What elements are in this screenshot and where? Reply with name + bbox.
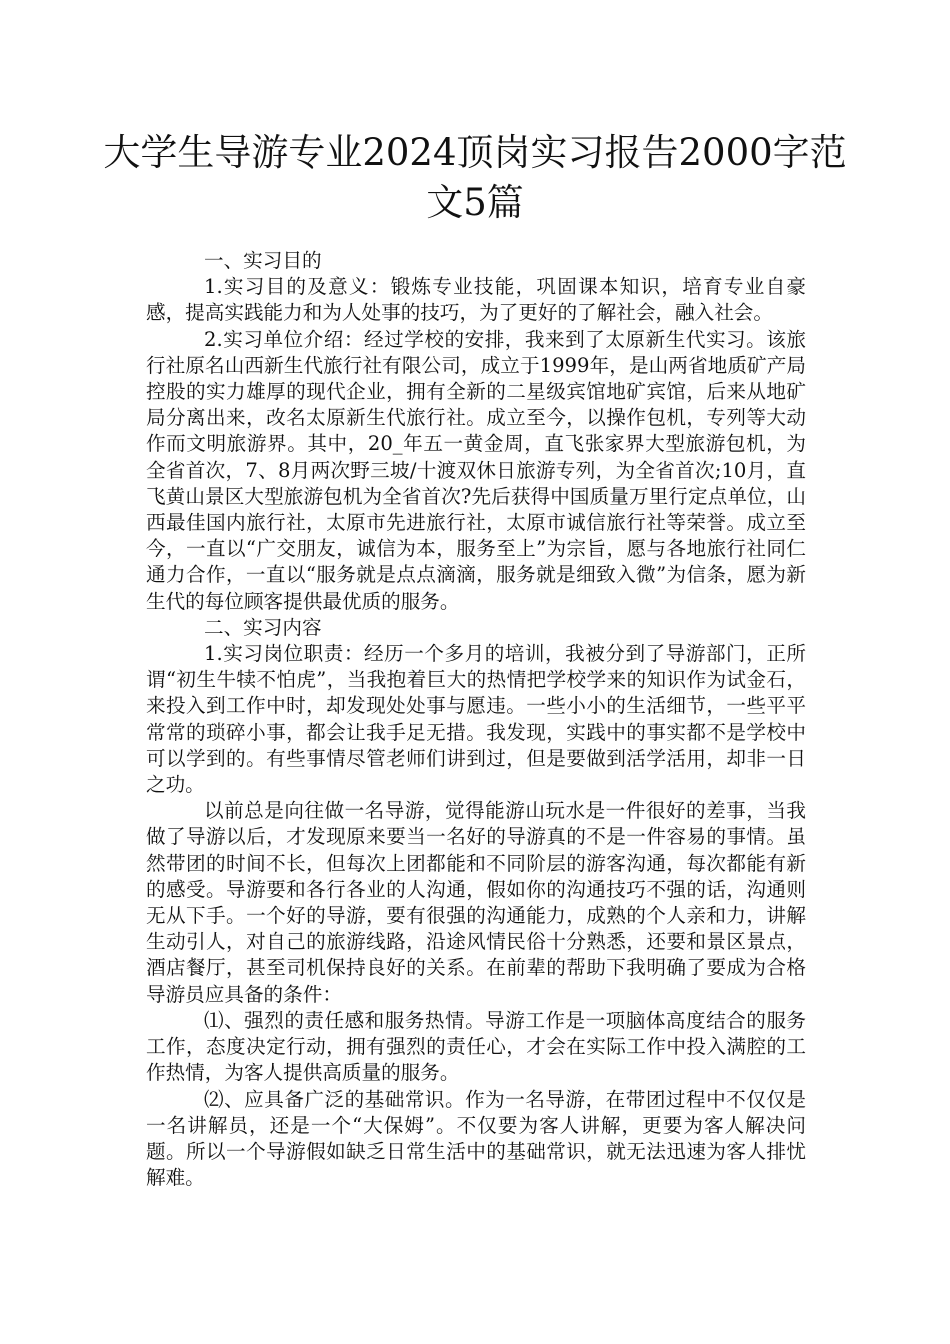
document-body (146, 248, 806, 1191)
document-title: 大学生导游专业2024顶岗实习报告2000字范文5篇 (103, 131, 847, 224)
section-heading: 一、实习目的 (204, 249, 322, 272)
section-heading: 二、实习内容 (204, 615, 322, 639)
paragraph: 1.实习目的及意义：锻炼专业技能，巩固课本知识，培育专业自豪感，提高实践能力和为人处事的技巧，为了更好的了解社会，融入社会。 (146, 275, 806, 325)
paragraph: 1.实习岗位职责：经历一个多月的培训，我被分到了导游部门，正所谓“初生牛犊不怕虎”，当我抱着巨大的热情把学校学来的知识作为试金石，来投入到工作中时，却发现处处事与愿违。一些小小的生活细节，一些平平常常的琐碎小事，都会让我手足无措。我发现，实践中的事实都不是学校中可以学到的。有些事情尽管老师们讲到过，但是要做到活学活用，却非一日之功。 (146, 642, 806, 797)
paragraph: ⑵、应具备广泛的基础常识。作为一名导游，在带团过程中不仅仅是一名讲解员，还是一个“大保姆”。不仅要为客人讲解，更要为客人解决问题。所以一个导游假如缺乏日常生活中的基础常识，就无法迅速为客人排忧解难。 (146, 1087, 806, 1190)
paragraph: 2.实习单位介绍：经过学校的安排，我来到了太原新生代实习。该旅行社原名山西新生代旅行社有限公司，成立于1999年，是山两省地质矿产局控股的实力雄厚的现代企业，拥有全新的二星级宾馆地矿宾馆，后来从地矿局分离出来，改名太原新生代旅行社。成立至今，以操作包机，专列等大动作而文明旅游界。其中，20_年五一黄金周，直飞张家界大型旅游包机，为全省首次，7、8月两次野三坡/十渡双休日旅游专列，为全省首次;10月，直飞黄山景区大型旅游包机为全省首次?先后获得中国质量万里行定点单位，山西最佳国内旅行社，太原市先进旅行社，太原市诚信旅行社等荣誉。成立至今，一直以“广交朋友，诚信为本，服务至上”为宗旨，愿与各地旅行社同仁通力合作，一直以“服务就是点点滴滴，服务就是细致入微”为信条，愿为新生代的每位顾客提供最优质的服务。 (146, 327, 806, 613)
paragraph: 以前总是向往做一名导游，觉得能游山玩水是一件很好的差事，当我做了导游以后，才发现原来要当一名好的导游真的不是一件容易的事情。虽然带团的时间不长，但每次上团都能和不同阶层的游客沟通，每次都能有新的感受。导游要和各行各业的人沟通，假如你的沟通技巧不强的话，沟通则无从下手。一个好的导游，要有很强的沟通能力，成熟的个人亲和力，讲解生动引人，对自己的旅游线路，沿途风情民俗十分熟悉，还要和景区景点，酒店餐厅，甚至司机保持良好的关系。在前辈的帮助下我明确了要成为合格导游员应具备的条件： (146, 799, 806, 1006)
paragraph: ⑴、强烈的责任感和服务热情。导游工作是一项脑体高度结合的服务工作，态度决定行动，拥有强烈的责任心，才会在实际工作中投入满腔的工作热情，为客人提供高质量的服务。 (146, 1008, 806, 1085)
